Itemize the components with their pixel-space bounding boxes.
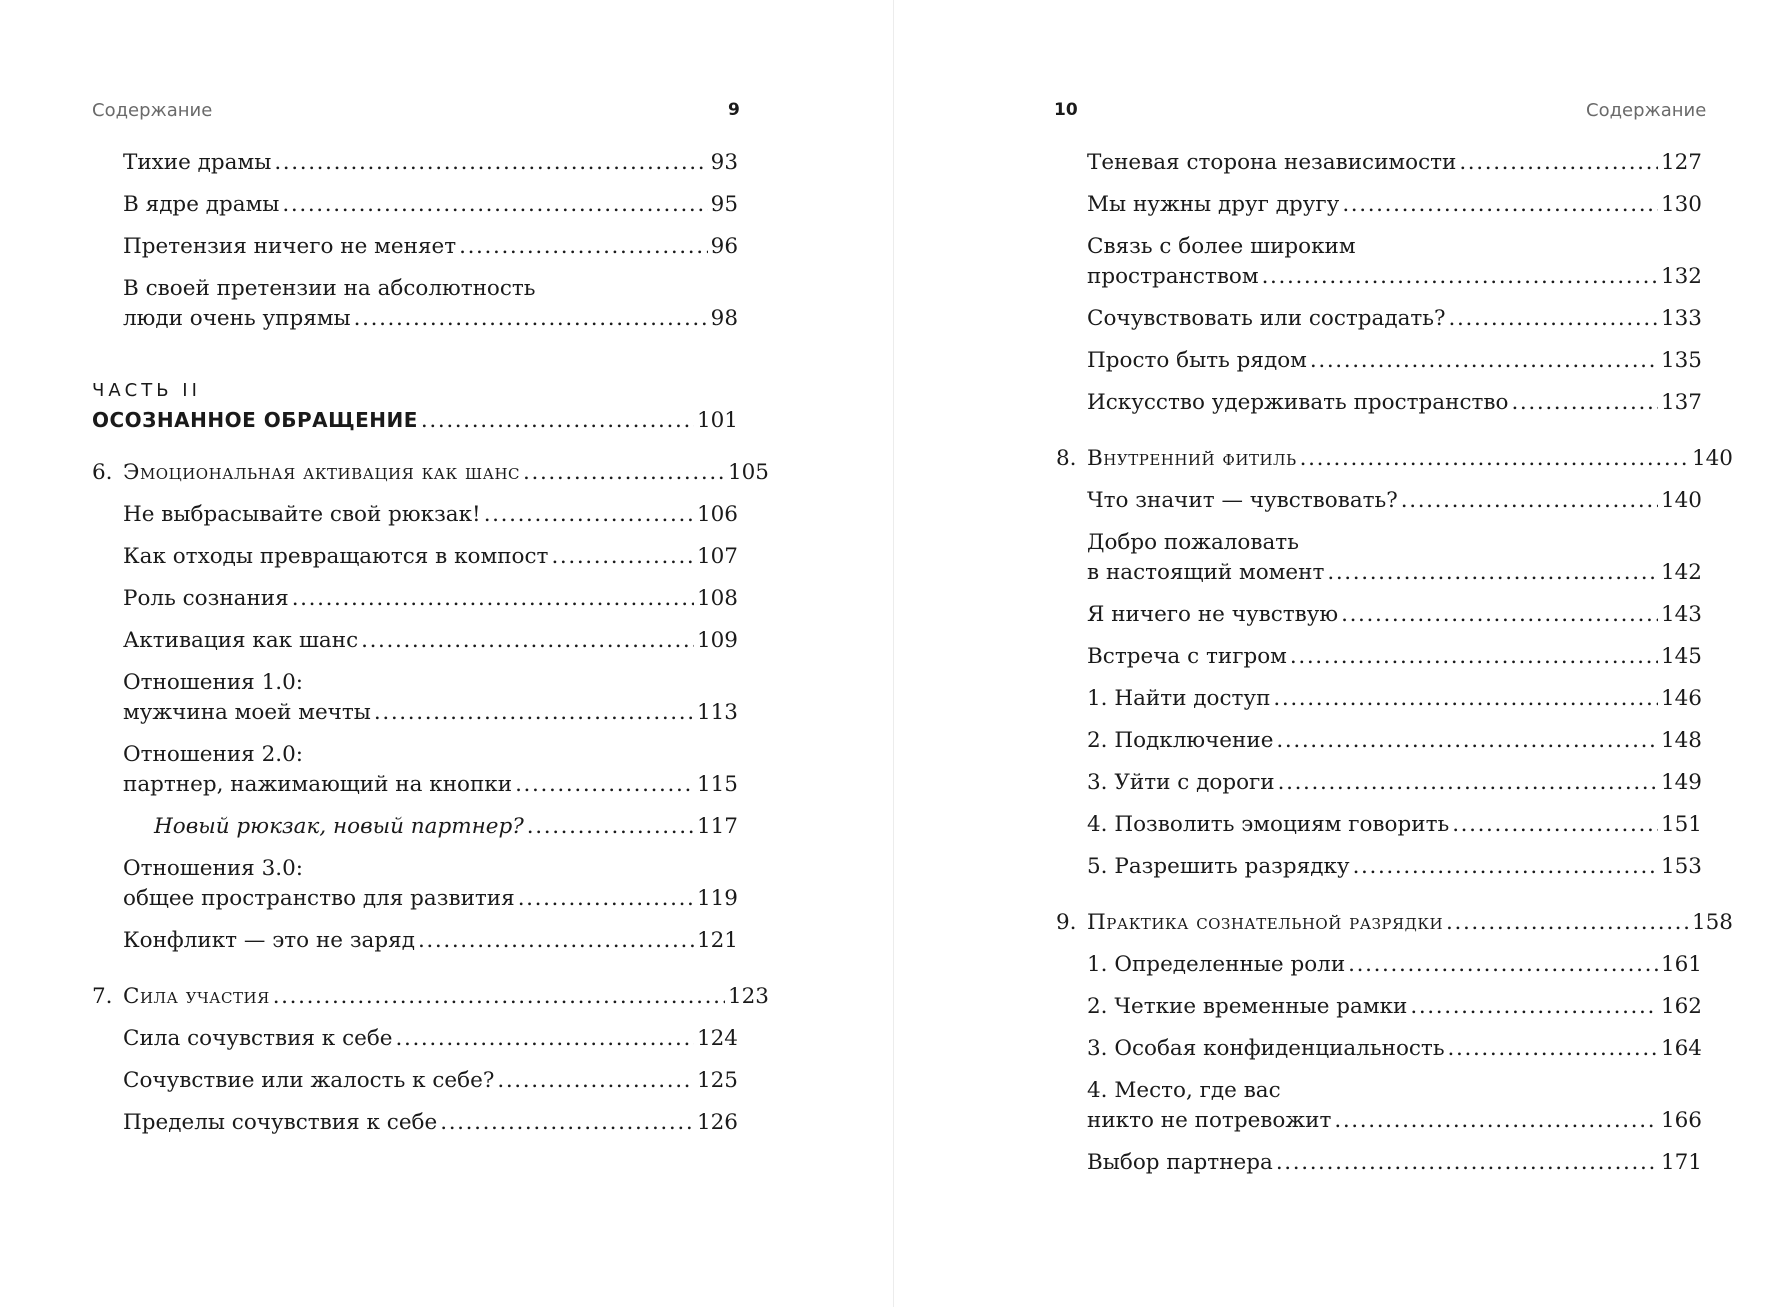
leader-dots bbox=[1300, 444, 1689, 474]
toc-entry-title: Теневая сторона независимости bbox=[1087, 150, 1457, 175]
toc-page-number: 158 bbox=[1691, 910, 1733, 935]
leader-dots bbox=[1446, 908, 1689, 938]
toc-entry-title: Сочувствовать или сострадать? bbox=[1087, 306, 1446, 331]
toc-entry-title: никто не потревожит bbox=[1087, 1108, 1332, 1133]
leader-dots bbox=[396, 1024, 694, 1054]
leader-dots bbox=[1410, 992, 1658, 1022]
toc-page-number: 151 bbox=[1660, 812, 1702, 837]
toc-entry-first-line: Отношения 3.0: bbox=[123, 856, 303, 881]
leader-dots bbox=[274, 148, 707, 178]
toc-entry-title: партнер, нажимающий на кнопки bbox=[123, 772, 513, 797]
leader-dots bbox=[1401, 486, 1658, 516]
leader-dots bbox=[1449, 304, 1658, 334]
toc-page-number: 140 bbox=[1691, 446, 1733, 471]
toc-entry[interactable] bbox=[1056, 486, 1702, 516]
leader-dots bbox=[292, 584, 694, 614]
toc-entry-title: в настоящий момент bbox=[1087, 560, 1325, 585]
leader-dots bbox=[515, 770, 694, 800]
toc-entry[interactable] bbox=[1056, 304, 1702, 334]
page-number: 9 bbox=[728, 100, 740, 120]
page-number: 10 bbox=[1054, 100, 1078, 120]
toc-entry[interactable] bbox=[1056, 600, 1702, 630]
leader-dots bbox=[440, 1108, 694, 1138]
toc-entry-title: Сила сочувствия к себе bbox=[123, 1026, 393, 1051]
toc-entry-title: Тихие драмы bbox=[123, 150, 272, 175]
leader-dots bbox=[1327, 558, 1658, 588]
toc-entry-first-line: Добро пожаловать bbox=[1087, 530, 1299, 555]
leader-dots bbox=[374, 698, 694, 728]
toc-entry-title: Новый рюкзак, новый партнер? bbox=[154, 814, 524, 839]
toc-page-number: 149 bbox=[1660, 770, 1702, 795]
leader-dots bbox=[361, 626, 694, 656]
toc-page-number: 166 bbox=[1660, 1108, 1702, 1133]
leader-dots bbox=[1273, 684, 1658, 714]
toc-entry[interactable] bbox=[92, 148, 738, 178]
chapter-number: 7. bbox=[92, 984, 113, 1009]
leader-dots bbox=[518, 884, 694, 914]
toc-page-number: 108 bbox=[696, 586, 738, 611]
toc-entry[interactable] bbox=[92, 1108, 738, 1138]
toc-entry-first-line: Отношения 1.0: bbox=[123, 670, 303, 695]
toc-entry-title: 5. Разрешить разрядку bbox=[1087, 854, 1350, 879]
toc-entry-title: Выбор партнера bbox=[1087, 1150, 1273, 1175]
leader-dots bbox=[1276, 726, 1658, 756]
toc-page-number: 140 bbox=[1660, 488, 1702, 513]
toc-page-number: 105 bbox=[727, 460, 769, 485]
leader-dots bbox=[1290, 642, 1658, 672]
toc-page-number: 161 bbox=[1660, 952, 1702, 977]
toc-entry[interactable] bbox=[92, 584, 738, 614]
toc-entry-title: Встреча с тигром bbox=[1087, 644, 1287, 669]
leader-dots bbox=[282, 190, 707, 220]
toc-page-number: 121 bbox=[696, 928, 738, 953]
running-header: Содержание bbox=[1586, 100, 1707, 121]
leader-dots bbox=[1262, 262, 1658, 292]
toc-entry-title: 3. Уйти с дороги bbox=[1087, 770, 1275, 795]
toc-page-number: 109 bbox=[696, 628, 738, 653]
toc-entry[interactable] bbox=[1056, 684, 1702, 714]
leader-dots bbox=[1348, 950, 1658, 980]
toc-entry-first-line: 4. Место, где вас bbox=[1087, 1078, 1281, 1103]
leader-dots bbox=[418, 926, 694, 956]
toc-entry[interactable] bbox=[92, 812, 738, 842]
toc-entry[interactable] bbox=[1056, 190, 1702, 220]
part-label: ЧАСТЬ II bbox=[92, 380, 201, 401]
leader-dots bbox=[459, 232, 708, 262]
leader-dots bbox=[273, 982, 725, 1012]
toc-entry-title: Конфликт — это не заряд bbox=[123, 928, 415, 953]
toc-entry[interactable] bbox=[92, 668, 738, 728]
toc-entry-title: 2. Подключение bbox=[1087, 728, 1274, 753]
leader-dots bbox=[484, 500, 694, 530]
toc-page-number: 148 bbox=[1660, 728, 1702, 753]
toc-entry[interactable] bbox=[1056, 642, 1702, 672]
toc-entry-title: Просто быть рядом bbox=[1087, 348, 1307, 373]
leader-dots bbox=[523, 458, 725, 488]
toc-entry[interactable] bbox=[92, 854, 738, 914]
leader-dots bbox=[1334, 1106, 1658, 1136]
leader-dots bbox=[1459, 148, 1658, 178]
toc-entry[interactable] bbox=[92, 190, 738, 220]
toc-entry-title: 1. Найти доступ bbox=[1087, 686, 1271, 711]
toc-entry-title: люди очень упрямы bbox=[123, 306, 351, 331]
leader-dots bbox=[551, 542, 694, 572]
toc-entry-title: 1. Определенные роли bbox=[1087, 952, 1346, 977]
toc-page-number: 135 bbox=[1660, 348, 1702, 373]
toc-entry-title: Как отходы превращаются в компост bbox=[123, 544, 549, 569]
chapter-title: Внутренний фитиль bbox=[1087, 446, 1297, 471]
toc-entry-title: В ядре драмы bbox=[123, 192, 280, 217]
toc-entry[interactable] bbox=[1056, 1148, 1702, 1178]
toc-entry[interactable] bbox=[1056, 346, 1702, 376]
toc-entry[interactable] bbox=[1056, 810, 1702, 840]
toc-page-number: 133 bbox=[1660, 306, 1702, 331]
toc-entry[interactable] bbox=[1056, 992, 1702, 1022]
toc-entry-chapter[interactable] bbox=[92, 458, 769, 488]
toc-entry-title: 2. Четкие временные рамки bbox=[1087, 994, 1408, 1019]
leader-dots bbox=[421, 406, 694, 436]
toc-page-number: 132 bbox=[1660, 264, 1702, 289]
toc-entry-title: Что значит — чувствовать? bbox=[1087, 488, 1398, 513]
toc-page-number: 126 bbox=[696, 1110, 738, 1135]
toc-page-number: 95 bbox=[710, 192, 738, 217]
leader-dots bbox=[1342, 190, 1658, 220]
right-page bbox=[894, 0, 1788, 1307]
leader-dots bbox=[1278, 768, 1658, 798]
toc-entry[interactable] bbox=[92, 740, 738, 800]
toc-entry-part[interactable] bbox=[92, 405, 738, 436]
toc-entry-first-line: Отношения 2.0: bbox=[123, 742, 303, 767]
toc-entry[interactable] bbox=[1056, 388, 1702, 418]
toc-entry-title: 3. Особая конфиденциальность bbox=[1087, 1036, 1445, 1061]
toc-page-number: 124 bbox=[696, 1026, 738, 1051]
toc-entry-chapter[interactable] bbox=[92, 982, 769, 1012]
toc-entry-first-line: Связь с более широким bbox=[1087, 234, 1356, 259]
toc-entry[interactable] bbox=[1056, 1076, 1702, 1136]
toc-entry-first-line: В своей претензии на абсолютность bbox=[123, 276, 536, 301]
toc-page-number: 171 bbox=[1660, 1150, 1702, 1175]
toc-entry-title: Активация как шанс bbox=[123, 628, 359, 653]
leader-dots bbox=[1511, 388, 1658, 418]
toc-entry-title: общее пространство для развития bbox=[123, 886, 515, 911]
toc-entry-chapter[interactable] bbox=[1056, 908, 1733, 938]
toc-entry[interactable] bbox=[1056, 148, 1702, 178]
toc-entry[interactable] bbox=[92, 626, 738, 656]
toc-page-number: 113 bbox=[696, 700, 738, 725]
toc-entry-title: Роль сознания bbox=[123, 586, 289, 611]
toc-page-number: 117 bbox=[696, 814, 738, 839]
toc-list bbox=[1056, 148, 1733, 1190]
toc-entry[interactable] bbox=[92, 274, 738, 334]
leader-dots bbox=[1353, 852, 1658, 882]
leader-dots bbox=[527, 812, 694, 842]
toc-page-number: 123 bbox=[727, 984, 769, 1009]
chapter-title: Эмоциональная активация как шанс bbox=[123, 460, 521, 485]
toc-entry[interactable] bbox=[1056, 232, 1702, 292]
toc-entry[interactable] bbox=[92, 1066, 738, 1096]
toc-entry[interactable] bbox=[92, 926, 738, 956]
leader-dots bbox=[1310, 346, 1658, 376]
toc-entry-title: пространством bbox=[1087, 264, 1259, 289]
toc-page-number: 164 bbox=[1660, 1036, 1702, 1061]
toc-entry[interactable] bbox=[1056, 950, 1702, 980]
toc-entry-title: мужчина моей мечты bbox=[123, 700, 371, 725]
leader-dots bbox=[354, 304, 708, 334]
toc-page-number: 143 bbox=[1660, 602, 1702, 627]
toc-entry-title: Не выбрасывайте свой рюкзак! bbox=[123, 502, 481, 527]
chapter-number: 9. bbox=[1056, 910, 1077, 935]
toc-page-number: 125 bbox=[696, 1068, 738, 1093]
toc-page-number: 93 bbox=[710, 150, 738, 175]
toc-entry[interactable] bbox=[92, 1024, 738, 1054]
running-header: Содержание bbox=[92, 100, 213, 121]
toc-page-number: 106 bbox=[696, 502, 738, 527]
toc-entry-title: Претензия ничего не меняет bbox=[123, 234, 457, 259]
toc-page-number: 145 bbox=[1660, 644, 1702, 669]
toc-page-number: 127 bbox=[1660, 150, 1702, 175]
toc-entry-title: Я ничего не чувствую bbox=[1087, 602, 1339, 627]
toc-entry-title: Пределы сочувствия к себе bbox=[123, 1110, 438, 1135]
toc-entry[interactable] bbox=[92, 542, 738, 572]
toc-entry[interactable] bbox=[1056, 1034, 1702, 1064]
leader-dots bbox=[1452, 810, 1658, 840]
toc-entry[interactable] bbox=[1056, 852, 1702, 882]
toc-page-number: 130 bbox=[1660, 192, 1702, 217]
toc-page-number: 137 bbox=[1660, 390, 1702, 415]
leader-dots bbox=[1341, 600, 1658, 630]
toc-page-number: 146 bbox=[1660, 686, 1702, 711]
toc-entry-chapter[interactable] bbox=[1056, 444, 1733, 474]
part-title: ОСОЗНАННОЕ ОБРАЩЕНИЕ bbox=[92, 408, 418, 432]
leader-dots bbox=[497, 1066, 694, 1096]
toc-entry[interactable] bbox=[1056, 528, 1702, 588]
toc-page-number: 107 bbox=[696, 544, 738, 569]
chapter-number: 8. bbox=[1056, 446, 1077, 471]
chapter-title: Практика сознательной разрядки bbox=[1087, 910, 1444, 935]
toc-page-number: 162 bbox=[1660, 994, 1702, 1019]
leader-dots bbox=[1276, 1148, 1658, 1178]
toc-entry[interactable] bbox=[1056, 726, 1702, 756]
toc-page-number: 96 bbox=[710, 234, 738, 259]
toc-page-number: 115 bbox=[696, 772, 738, 797]
toc-entry[interactable] bbox=[92, 500, 738, 530]
toc-entry-title: Искусство удерживать пространство bbox=[1087, 390, 1509, 415]
toc-entry-title: Сочувствие или жалость к себе? bbox=[123, 1068, 495, 1093]
toc-entry[interactable] bbox=[1056, 768, 1702, 798]
toc-page-number: 119 bbox=[696, 886, 738, 911]
toc-entry[interactable] bbox=[92, 232, 738, 262]
toc-page-number: 153 bbox=[1660, 854, 1702, 879]
toc-page-number: 101 bbox=[696, 408, 738, 433]
leader-dots bbox=[1448, 1034, 1658, 1064]
chapter-title: Сила участия bbox=[123, 984, 270, 1009]
toc-page-number: 142 bbox=[1660, 560, 1702, 585]
toc-page-number: 98 bbox=[710, 306, 738, 331]
toc-list bbox=[92, 148, 769, 1150]
toc-entry-title: 4. Позволить эмоциям говорить bbox=[1087, 812, 1450, 837]
toc-entry-title: Мы нужны друг другу bbox=[1087, 192, 1340, 217]
chapter-number: 6. bbox=[92, 460, 113, 485]
